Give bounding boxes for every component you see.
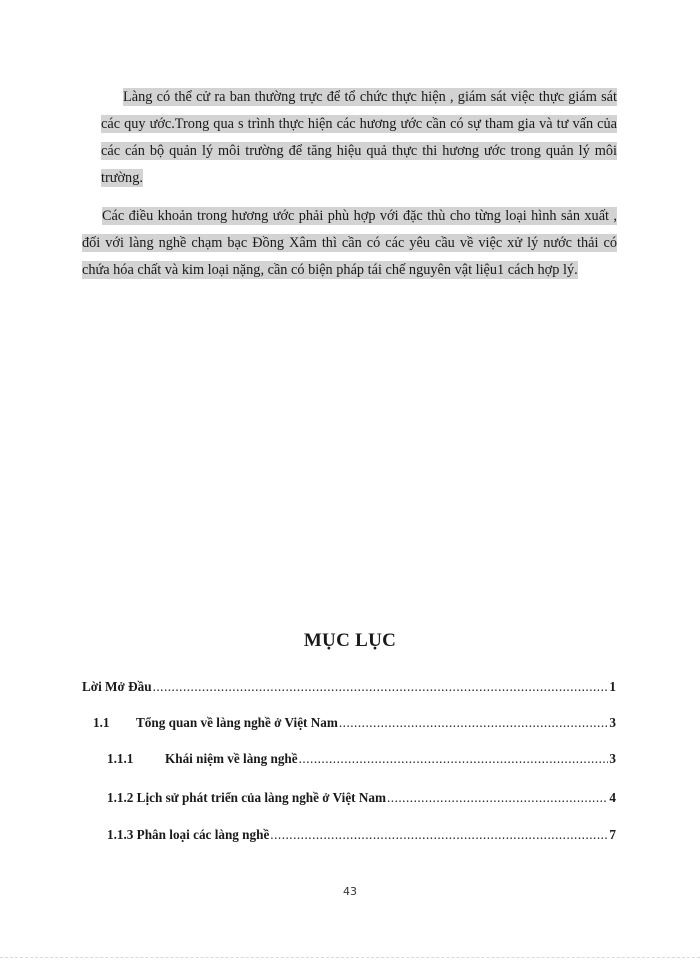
toc-entry-page: 4	[609, 790, 616, 805]
toc-entry-number: 1.1	[93, 715, 110, 730]
toc-dot-leader	[387, 788, 608, 808]
page-number: 43	[343, 885, 357, 898]
toc-entry-page: 3	[609, 751, 616, 766]
toc-dot-leader	[153, 677, 609, 697]
toc-entry-page: 7	[609, 827, 616, 842]
highlighted-paragraph-text: Làng có thể cử ra ban thường trực để tổ chức thực hiện , giám sát việc thực giám sát các quy ước.Trong qua s trình thực hiện các hương ước cần có sự tham gia và tư vấn của các cán bộ quản lý môi trường để tăng hiệu quả thực thi hương ước trong quản lý môi trường.	[101, 89, 617, 186]
toc-entry-label: Lời Mở Đầu	[82, 679, 152, 694]
highlighted-paragraph-text: Các điều khoản trong hương ước phải phù hợp với đặc thù cho từng loại hình sản xuất , đối với làng nghề chạm bạc Đồng Xâm thì cần có các yêu cầu về việc xử lý nước thải có chứa hóa chất và kim loại nặng, cần có biện pháp tái chế nguyên vật liệu1 cách hợp lý.	[82, 208, 617, 278]
toc-entry[interactable]	[107, 788, 616, 808]
toc-entry[interactable]	[93, 713, 616, 733]
toc-entry-label: 1.1.2 Lịch sử phát triển của làng nghề ở Việt Nam	[107, 790, 386, 805]
toc-entry-page: 1	[609, 679, 616, 694]
page-break-divider	[0, 957, 700, 958]
toc-entry-label: 1.1.3 Phân loại các làng nghề	[107, 827, 270, 842]
toc-entry-number: 1.1.1	[107, 751, 134, 766]
toc-entry-page: 3	[609, 715, 616, 730]
toc-title: MỤC LỤC	[303, 630, 397, 651]
toc-entry[interactable]	[82, 677, 616, 697]
body-paragraph	[101, 84, 617, 192]
toc-dot-leader	[339, 713, 609, 733]
toc-dot-leader	[270, 825, 608, 845]
toc-entry[interactable]	[107, 749, 616, 769]
toc-entry-label: Tổng quan về làng nghề ở Việt Nam	[136, 715, 338, 730]
body-paragraph	[82, 203, 617, 284]
toc-entry-label: Khái niệm về làng nghề	[165, 751, 298, 766]
toc-dot-leader	[299, 749, 609, 769]
toc-entry[interactable]	[107, 825, 616, 845]
